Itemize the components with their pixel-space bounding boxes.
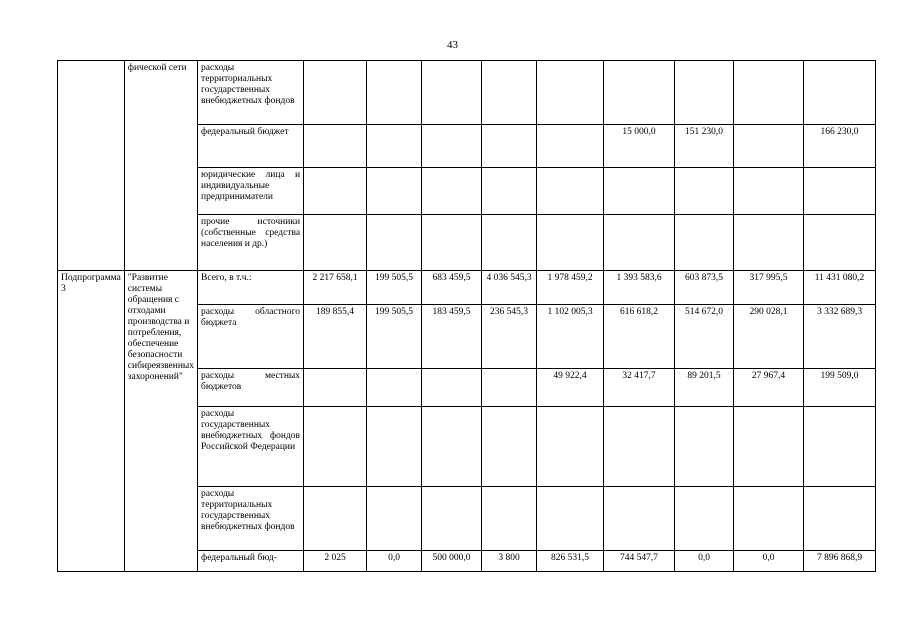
value-cell: 826 531,5: [537, 551, 604, 572]
source-label: расходы территориальных государственных внебюджетных фондов: [198, 487, 304, 551]
value-cell: 199 505,5: [367, 271, 422, 305]
value-cell: 500 000,0: [422, 551, 482, 572]
value-cell: 603 873,5: [675, 271, 734, 305]
value-cell: [675, 61, 734, 125]
value-cell: 3 800: [482, 551, 537, 572]
source-label: расходы местных бюджетов: [198, 369, 304, 407]
value-cell: [367, 487, 422, 551]
value-cell: [304, 168, 367, 215]
value-cell: [482, 215, 537, 271]
value-cell: [734, 168, 804, 215]
value-cell: [482, 487, 537, 551]
value-cell: [304, 125, 367, 168]
source-label: Всего, в т.ч.:: [198, 271, 304, 305]
subprogram-number-cell: Подпрограмма 3: [58, 271, 125, 572]
value-cell: 1 102 005,3: [537, 305, 604, 369]
value-cell: [304, 407, 367, 487]
value-cell: 11 431 080,2: [804, 271, 876, 305]
value-cell: [304, 487, 367, 551]
value-cell: 317 995,5: [734, 271, 804, 305]
table-row: [58, 271, 876, 305]
value-cell: [537, 125, 604, 168]
value-cell: [675, 215, 734, 271]
program-cell: [58, 61, 125, 271]
value-cell: [604, 407, 675, 487]
value-cell: 183 459,5: [422, 305, 482, 369]
value-cell: [804, 487, 876, 551]
value-cell: [367, 61, 422, 125]
value-cell: [734, 407, 804, 487]
value-cell: 32 417,7: [604, 369, 675, 407]
source-label: юридические лица и индивидуальные предприниматели: [198, 168, 304, 215]
value-cell: 151 230,0: [675, 125, 734, 168]
value-cell: 199 509,0: [804, 369, 876, 407]
value-cell: [422, 487, 482, 551]
value-cell: 1 978 459,2: [537, 271, 604, 305]
value-cell: [367, 369, 422, 407]
value-cell: 189 855,4: [304, 305, 367, 369]
value-cell: 290 028,1: [734, 305, 804, 369]
value-cell: 49 922,4: [537, 369, 604, 407]
value-cell: [422, 215, 482, 271]
program-name-cell: фической сети: [124, 61, 197, 271]
value-cell: [734, 215, 804, 271]
value-cell: [367, 125, 422, 168]
value-cell: [482, 61, 537, 125]
value-cell: [367, 407, 422, 487]
value-cell: 27 967,4: [734, 369, 804, 407]
value-cell: 199 505,5: [367, 305, 422, 369]
value-cell: [422, 407, 482, 487]
value-cell: [604, 487, 675, 551]
value-cell: [482, 168, 537, 215]
value-cell: 0,0: [734, 551, 804, 572]
value-cell: [482, 369, 537, 407]
value-cell: [304, 215, 367, 271]
value-cell: [804, 407, 876, 487]
page-number: 43: [447, 39, 458, 51]
value-cell: 2 025: [304, 551, 367, 572]
value-cell: [422, 125, 482, 168]
value-cell: 166 230,0: [804, 125, 876, 168]
value-cell: [367, 215, 422, 271]
budget-table: [57, 60, 876, 572]
source-label: прочие источники (собственные средства населения и др.): [198, 215, 304, 271]
value-cell: [604, 168, 675, 215]
value-cell: [537, 168, 604, 215]
value-cell: [422, 369, 482, 407]
value-cell: [734, 125, 804, 168]
value-cell: [537, 215, 604, 271]
value-cell: [675, 407, 734, 487]
value-cell: [367, 168, 422, 215]
value-cell: [804, 61, 876, 125]
value-cell: 514 672,0: [675, 305, 734, 369]
value-cell: [734, 61, 804, 125]
value-cell: 15 000,0: [604, 125, 675, 168]
value-cell: [482, 125, 537, 168]
value-cell: [804, 215, 876, 271]
value-cell: 0,0: [367, 551, 422, 572]
value-cell: [304, 61, 367, 125]
value-cell: 0,0: [675, 551, 734, 572]
subprogram-name-cell: "Развитие системы обращения с отходами производства и потребления, обеспечение безопасности сибиреязвенных захоронений": [124, 271, 197, 572]
value-cell: [422, 168, 482, 215]
value-cell: [734, 487, 804, 551]
value-cell: [675, 168, 734, 215]
value-cell: 89 201,5: [675, 369, 734, 407]
source-label: федеральный бюд-: [198, 551, 304, 572]
table-row: [58, 61, 876, 125]
value-cell: [804, 168, 876, 215]
value-cell: [422, 61, 482, 125]
value-cell: 616 618,2: [604, 305, 675, 369]
value-cell: [604, 61, 675, 125]
value-cell: 2 217 658,1: [304, 271, 367, 305]
value-cell: 3 332 689,3: [804, 305, 876, 369]
value-cell: 1 393 583,6: [604, 271, 675, 305]
value-cell: 4 036 545,3: [482, 271, 537, 305]
source-label: расходы территориальных государственных внебюджетных фондов: [198, 61, 304, 125]
value-cell: [537, 487, 604, 551]
value-cell: [537, 61, 604, 125]
source-label: федеральный бюджет: [198, 125, 304, 168]
value-cell: [304, 369, 367, 407]
value-cell: 236 545,3: [482, 305, 537, 369]
source-label: расходы государственных внебюджетных фондов Российской Федерации: [198, 407, 304, 487]
value-cell: 744 547,7: [604, 551, 675, 572]
value-cell: [482, 407, 537, 487]
value-cell: [604, 215, 675, 271]
value-cell: [675, 487, 734, 551]
source-label: расходы областного бюджета: [198, 305, 304, 369]
value-cell: [537, 407, 604, 487]
value-cell: 683 459,5: [422, 271, 482, 305]
value-cell: 7 896 868,9: [804, 551, 876, 572]
